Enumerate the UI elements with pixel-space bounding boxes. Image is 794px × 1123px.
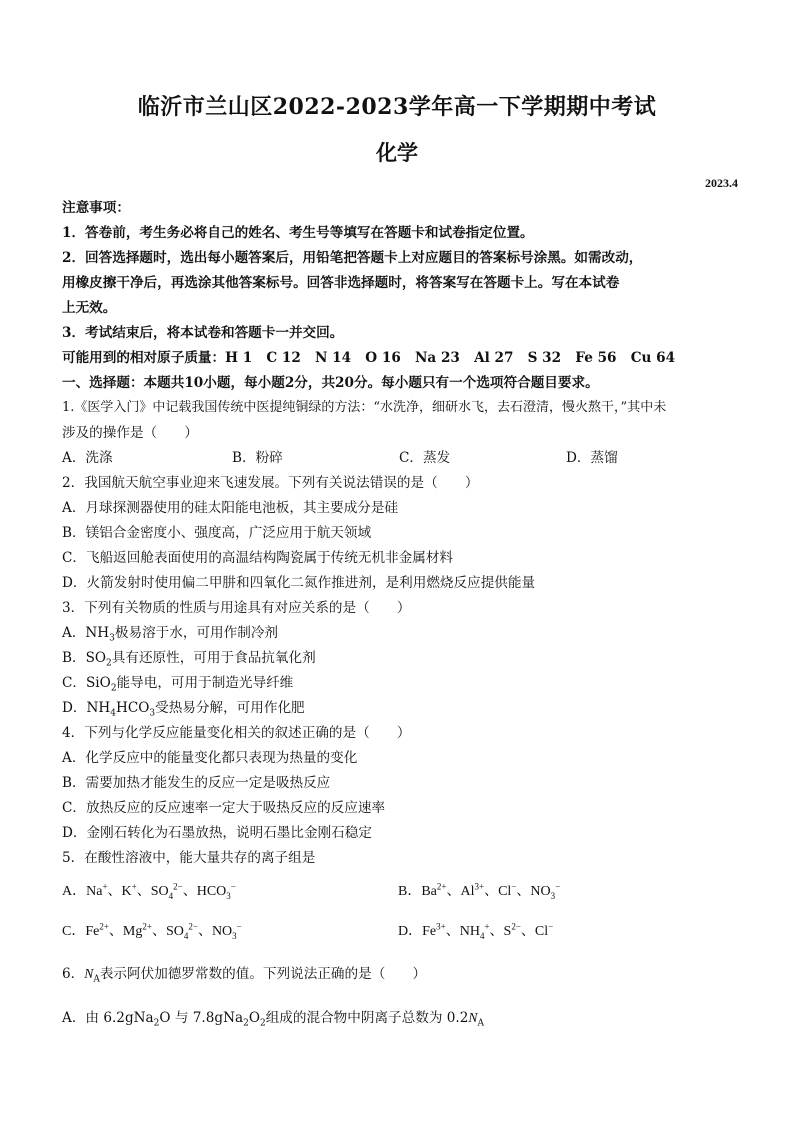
q5-stem: 5．在酸性溶液中，能大量共存的离子组是	[62, 850, 316, 866]
q6-option-a: A．由 6.2gNa$_2$O 与 $7.8gNa_2O_2$组成的混合物中阴离子总数为 $0.2N_A$	[62, 1010, 484, 1029]
q3-option-d: D．$NH_4HCO_3$受热易分解，可用作化肥	[62, 700, 305, 719]
q5-option-b: B．$Ba^{2+}$、$Al^{3+}$、Cl−、$NO_3^-$	[398, 881, 561, 901]
note-2-line-2: 用橡皮擦干净后，再选涂其他答案标号。回答非选择题时，将答案写在答题卡上。写在本试卷	[62, 275, 620, 291]
atomic-masses: 可能用到的相对原子质量：H 1 C 12 N 14 O 16 Na 23 Al 27 S 32 Fe 56 Cu 64	[62, 350, 676, 366]
q3-stem: 3．下列有关物质的性质与用途具有对应关系的是（ ）	[62, 600, 411, 616]
q3-option-c: C．SiO$_2$能导电，可用于制造光导纤维	[62, 675, 294, 694]
q1-option-a: A．洗涤	[62, 450, 113, 466]
q1-option-b: B．粉碎	[232, 450, 283, 466]
subject-title: 化学	[376, 140, 418, 165]
q5-option-a: A．Na+、K+、$SO_4^{2-}$、$HCO_3^-$	[62, 881, 236, 901]
q1-option-d: D．蒸馏	[566, 450, 618, 466]
q4-option-c: C．放热反应的反应速率一定大于吸热反应的反应速率	[62, 800, 386, 816]
note-3: 3．考试结束后，将本试卷和答题卡一并交回。	[62, 325, 344, 341]
q2-stem: 2．我国航天航空事业迎来飞速发展。下列有关说法错误的是（ ）	[62, 475, 479, 491]
q3-option-b: B．$SO_2$具有还原性，可用于食品抗氧化剂	[62, 650, 316, 669]
q2-option-b: B．镁铝合金密度小、强度高，广泛应用于航天领域	[62, 525, 372, 541]
q1-option-c: C．蒸发	[399, 450, 451, 466]
q3-option-a: A．$NH_3$极易溶于水，可用作制冷剂	[62, 625, 279, 644]
exam-title: 临沂市兰山区2022-2023学年高一下学期期中考试	[137, 94, 657, 120]
q4-stem: 4．下列与化学反应能量变化相关的叙述正确的是（ ）	[62, 725, 411, 741]
exam-date: 2023.4	[705, 176, 738, 190]
section-heading: 一、选择题：本题共10小题，每小题2分，共20分。每小题只有一个选项符合题目要求。	[62, 375, 599, 391]
q1-stem-line-2: 涉及的操作是（ ）	[62, 425, 198, 441]
notes-heading: 注意事项：	[62, 200, 130, 216]
q2-option-c: C．飞船返回舱表面使用的高温结构陶瓷属于传统无机非金属材料	[62, 550, 454, 566]
q4-option-a: A．化学反应中的能量变化都只表现为热量的变化	[62, 750, 358, 766]
q2-option-d: D．火箭发射时使用偏二甲肼和四氧化二氮作推进剂，是利用燃烧反应提供能量	[62, 575, 536, 591]
q4-option-b: B．需要加热才能发生的反应一定是吸热反应	[62, 775, 331, 791]
q5-option-d: D．$Fe^{3+}$、$NH_4^+$、$S^{2-}$、Cl−	[398, 921, 554, 941]
note-1: 1．答卷前，考生务必将自己的姓名、考生号等填写在答题卡和试卷指定位置。	[62, 225, 534, 241]
q1-options	[62, 446, 736, 466]
q5-option-c: C．$Fe^{2+}$、$Mg^{2+}$、$SO_4^{2-}$、$NO_3^-$	[62, 921, 242, 941]
note-2-line-3: 上无效。	[62, 300, 117, 316]
note-2-line-1: 2．回答选择题时，选出每小题答案后，用铅笔把答题卡上对应题目的答案标号涂黑。如需改动，	[62, 250, 643, 266]
q4-option-d: D．金刚石转化为石墨放热，说明石墨比金刚石稳定	[62, 825, 372, 841]
q6-stem: 6．$N_A$表示阿伏加德罗常数的值。下列说法正确的是（ ）	[62, 966, 427, 985]
q1-stem-line-1: 1.《医学入门》中记载我国传统中医提纯铜绿的方法：“水洗净，细研水飞，去石澄清，慢火熬干，”其中未	[62, 400, 667, 415]
q2-option-a: A．月球探测器使用的硅太阳能电池板，其主要成分是硅	[62, 500, 399, 516]
